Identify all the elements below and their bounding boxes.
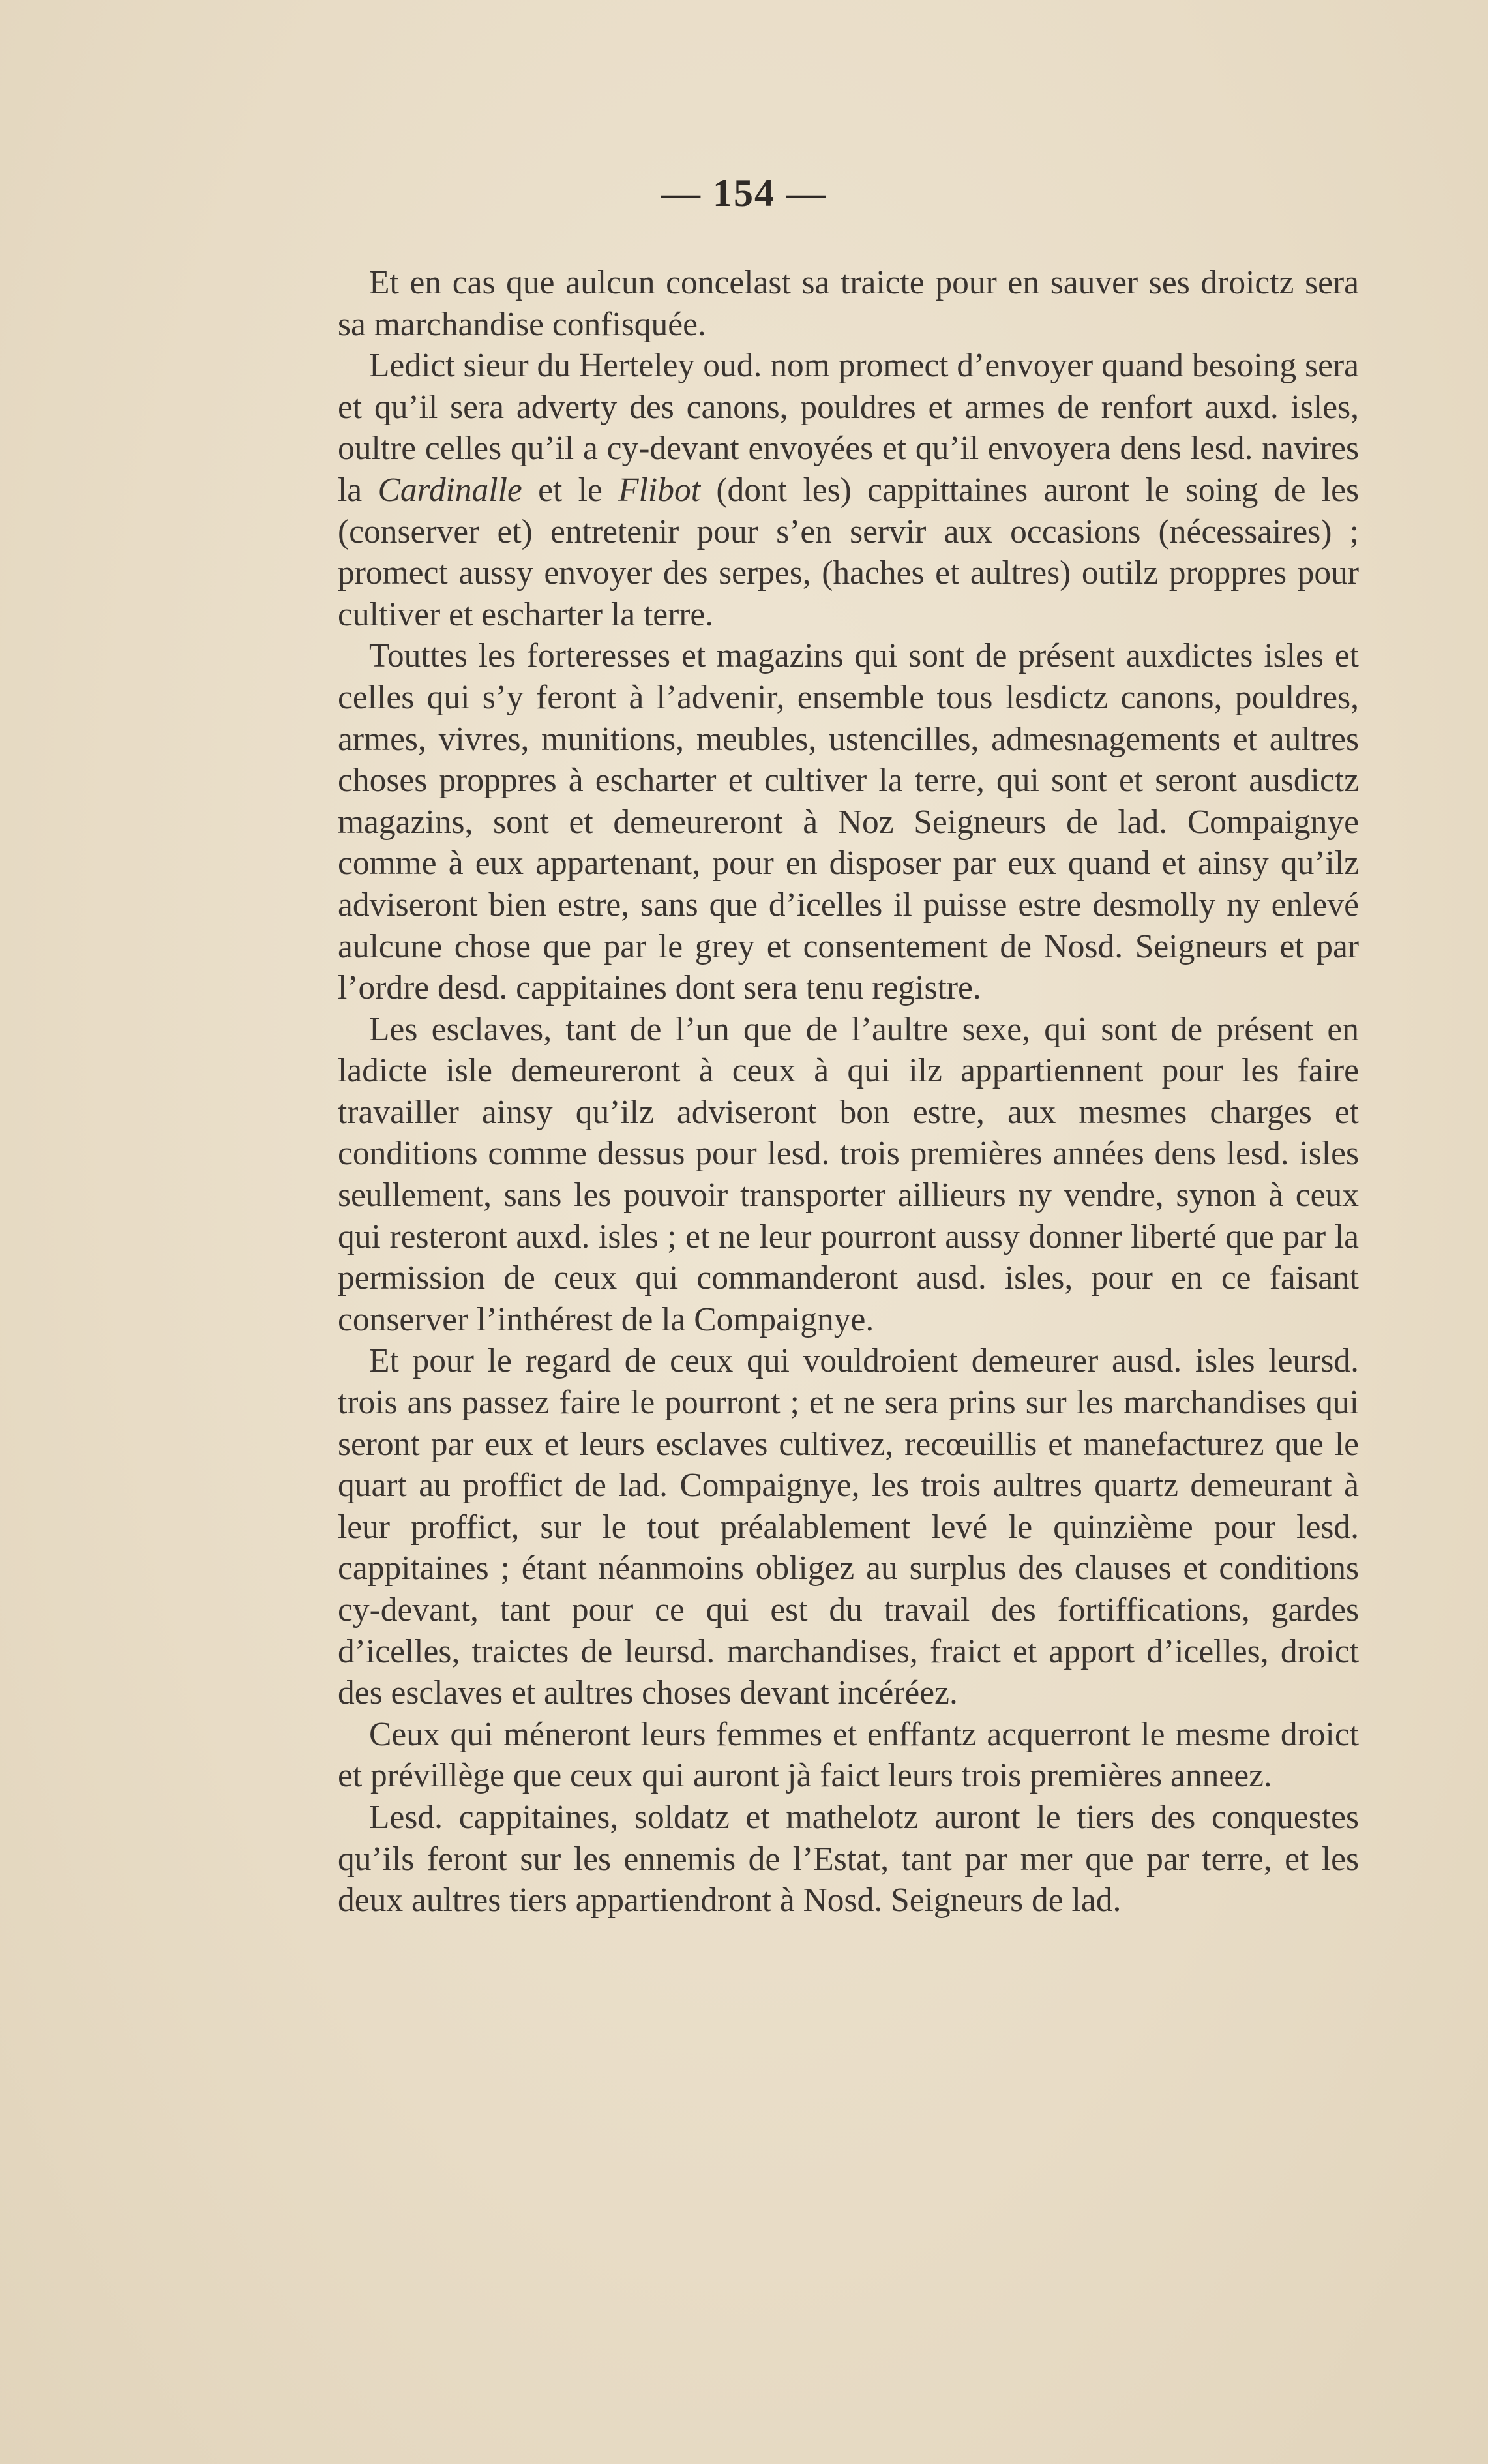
paragraph-residents: Et pour le regard de ceux qui vouldroient demeurer ausd. isles leursd. trois ans passez faire le pourront ; et ne sera prins sur les marchandises qui seront par eux et leurs esclaves cultivez, recœuillis et manefacturez que le quart au proffict de lad. Compaignye, les trois aultres quartz demeurant à leur proffict, sur le tout préalablement levé le quinzième pour lesd. cappitaines ; étant néanmoins obligez au surplus des clauses et conditions cy-devant, tant pour ce qui est du travail des fortiffications, gardes d’icelles, traictes de leursd. marchandises, fraict et apport d’icelles, droict des esclaves et aultres choses devant incéréez.	[338, 1342, 1359, 1712]
paragraph-herteley-before: Ledict sieur du Herteley oud. nom promect d’envoyer quand besoing sera et qu’il sera adverty des canons, pouldres et armes de renfort auxd. isles, oultre celles qu’il a cy-devant envoyées et qu’il envoyera dens lesd. navires la	[338, 347, 1359, 509]
paragraph-slaves: Les esclaves, tant de l’un que de l’aultre sexe, qui sont de présent en ladicte isle demeureront à ceux à qui ilz appartiennent pour les faire travailler ainsy qu’ilz adviseront bon estre, aux mesmes charges et conditions comme dessus pour lesd. trois premières années dens lesd. isles seullement, sans les pouvoir transporter aillieurs ny vendre, synon à ceux qui resteront auxd. isles ; et ne leur pourront aussy donner liberté que par la permission de ceux qui commanderont ausd. isles, pour en ce faisant conserver l’inthérest de la Compaignye.	[338, 1010, 1359, 1338]
paragraph-fortresses: Touttes les forteresses et magazins qui sont de présent auxdictes isles et celles qui s’y feront à l’advenir, ensemble tous lesdictz canons, pouldres, armes, vivres, munitions, meubles, ustencilles, admesnagements et aultres choses proppres à escharter et cultiver la terre, qui sont et seront ausdictz magazins, sont et demeureront à Noz Seigneurs de lad. Compaignye comme à eux appartenant, pour en disposer par eux quand et ainsy qu’ilz adviseront bien estre, sans que d’icelles il puisse estre desmolly ny enlevé aulcune chose que par le grey et consentement de Nosd. Seigneurs et par l’ordre desd. cappitaines dont sera tenu registre.	[338, 637, 1359, 1007]
paragraph-confiscation: Et en cas que aulcun concelast sa traicte pour en sauver ses droictz sera sa marchandise confisquée.	[338, 264, 1359, 343]
paragraph-wives-children: Ceux qui méneront leurs femmes et enffantz acquerront le mesme droict et prévillège que ceux qui auront jà faict leurs trois premières anneez.	[338, 1715, 1359, 1795]
page-number: — 154 —	[661, 172, 827, 215]
paragraph-herteley-after: (dont les) cappittaines auront le soing de les (conserver et) entretenir pour s’en servir aux occasions (nécessaires) ; promect aussy envoyer des serpes, (haches et aultres) outilz proppres pour cultiver et escharter la terre.	[338, 471, 1359, 633]
paragraph-conquests: Lesd. cappitaines, soldatz et mathelotz auront le tiers des conquestes qu’ils feront sur les ennemis de l’Estat, tant par mer que par terre, et les deux aultres tiers appartiendront à Nosd. Seigneurs de lad.	[338, 1798, 1359, 1919]
ship-name-flibot: Flibot	[618, 471, 701, 509]
ship-name-cardinalle: Cardinalle	[378, 471, 522, 509]
paragraph-herteley-middle: et le	[522, 471, 619, 509]
paragraph-herteley-promise	[338, 345, 1359, 635]
body-text	[338, 262, 1359, 1921]
